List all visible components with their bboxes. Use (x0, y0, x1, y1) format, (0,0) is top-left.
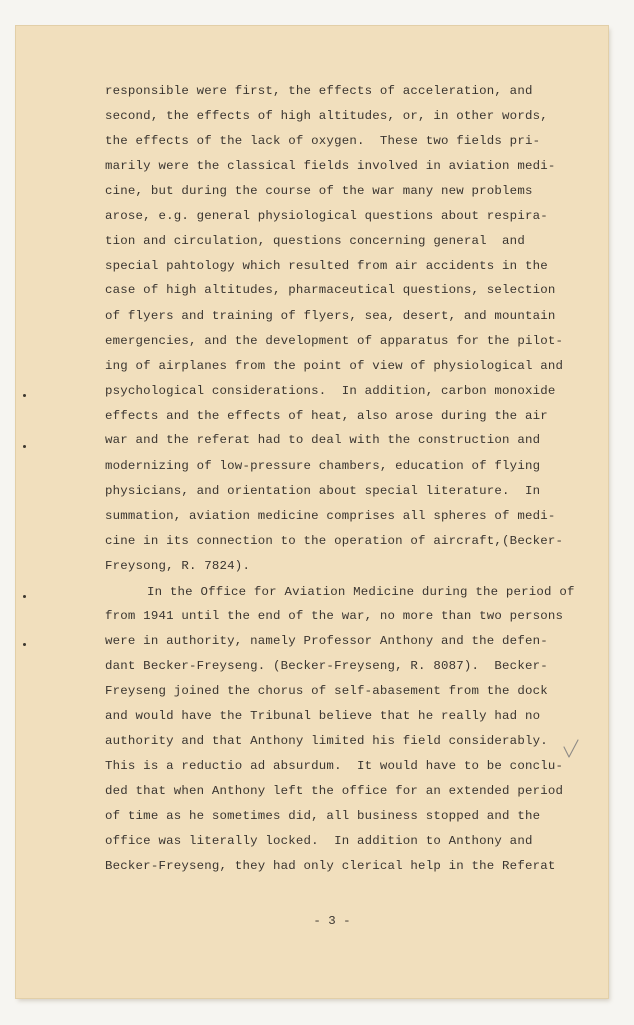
text-line: Freyseng joined the chorus of self-abasement from the dock (105, 684, 548, 698)
text-line: physicians, and orientation about special literature. In (105, 484, 541, 498)
text-line: special pahtology which resulted from air accidents in the (105, 259, 548, 273)
document-page (16, 26, 608, 998)
text-line: of time as he sometimes did, all business stopped and the (105, 809, 541, 823)
text-line: Freysong, R. 7824). (105, 559, 251, 573)
margin-mark (23, 643, 26, 646)
text-line: the effects of the lack of oxygen. These two fields pri- (105, 134, 541, 148)
text-line: responsible were first, the effects of acceleration, and (105, 84, 533, 98)
text-line: This is a reductio ad absurdum. It would have to be conclu- (105, 759, 564, 773)
text-line: psychological considerations. In addition, carbon monoxide (105, 384, 556, 398)
text-line: cine, but during the course of the war many new problems (105, 184, 533, 198)
text-line: cine in its connection to the operation of aircraft,(Becker- (105, 534, 564, 548)
text-line: war and the referat had to deal with the construction and (105, 433, 541, 447)
text-line: effects and the effects of heat, also arose during the air (105, 409, 548, 423)
text-line: modernizing of low-pressure chambers, education of flying (105, 459, 541, 473)
text-line: case of high altitudes, pharmaceutical questions, selection (105, 283, 556, 297)
text-line: of flyers and training of flyers, sea, desert, and mountain (105, 309, 556, 323)
text-line: authority and that Anthony limited his field considerably. (105, 734, 548, 748)
text-line: and would have the Tribunal believe that he really had no (105, 709, 541, 723)
text-line: emergencies, and the development of apparatus for the pilot- (105, 334, 564, 348)
checkmark-icon (562, 738, 580, 760)
text-line: In the Office for Aviation Medicine during the period of (147, 585, 575, 599)
page-number: - 3 - (313, 914, 351, 928)
text-line: ing of airplanes from the point of view of physiological and (105, 359, 564, 373)
text-line: dant Becker-Freyseng. (Becker-Freyseng, R. 8087). Becker- (105, 659, 548, 673)
text-line: from 1941 until the end of the war, no more than two persons (105, 609, 564, 623)
margin-mark (23, 394, 26, 397)
text-line: ded that when Anthony left the office for an extended period (105, 784, 564, 798)
text-line: arose, e.g. general physiological questions about respira- (105, 209, 548, 223)
text-line: marily were the classical fields involved in aviation medi- (105, 159, 556, 173)
text-line: office was literally locked. In addition to Anthony and (105, 834, 533, 848)
text-line: second, the effects of high altitudes, or, in other words, (105, 109, 548, 123)
margin-mark (23, 595, 26, 598)
margin-mark (23, 445, 26, 448)
text-line: were in authority, namely Professor Anthony and the defen- (105, 634, 548, 648)
text-line: Becker-Freyseng, they had only clerical help in the Referat (105, 859, 556, 873)
text-line: summation, aviation medicine comprises all spheres of medi- (105, 509, 556, 523)
text-line: tion and circulation, questions concerning general and (105, 234, 525, 248)
